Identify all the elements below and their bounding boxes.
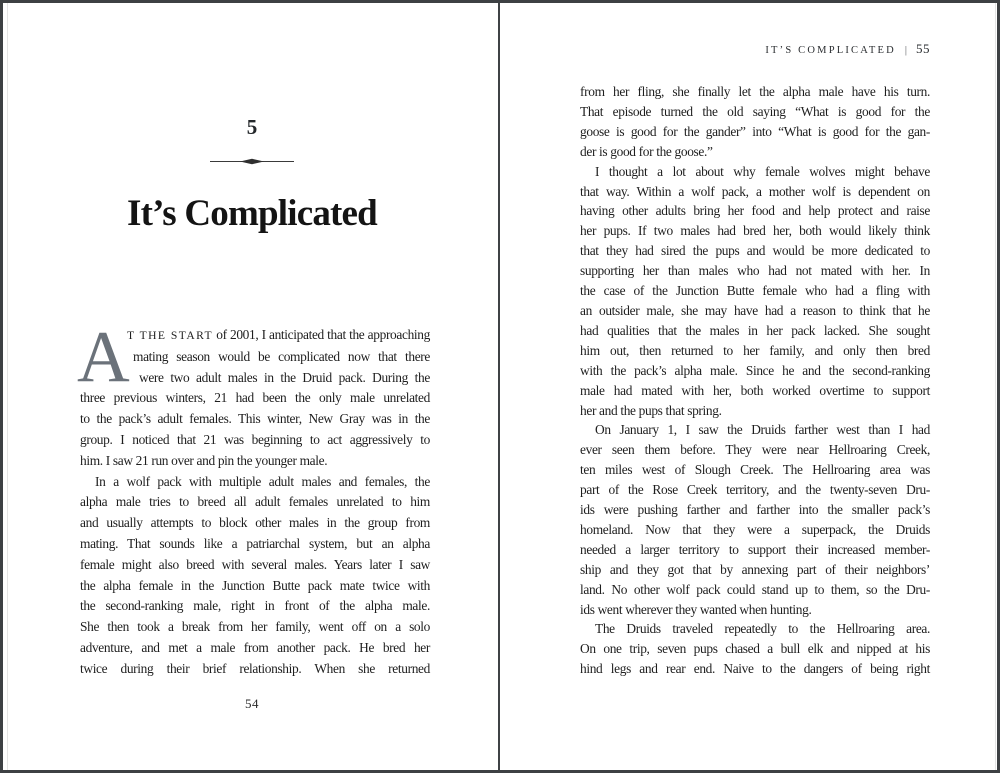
text-line: ten miles west of Slough Creek. The Hellroaring area was [580,462,930,478]
opening-smallcaps: T THE START [127,329,214,342]
text-line: ship and they got that by annexing part of their neighbors’ [580,561,930,577]
text-line: In a wolf pack with multiple adult males and females, the [95,473,430,489]
text-line: ever seen them before. They were near Hellroaring Creek, [580,442,930,458]
text-line: homeland. Now that they were a superpack, the Druids [580,521,930,537]
page-edge-line [995,3,996,770]
right-page-body [580,82,930,679]
text-line: On January 1, I saw the Druids farther west than I had [595,422,930,438]
body-paragraph [580,82,930,162]
text-line: twice during their brief relationship. When she returned [80,660,430,676]
text-line: male had mated with her, both worked overtime to support [580,382,930,398]
running-header [765,41,930,57]
text-line: goose is good for the gander” into “What is good for the gan- [580,123,930,139]
text-line: alpha male tries to breed all adult females unrelated to him [80,494,430,510]
text-line: hind legs and rear end. Naive to the dangers of being right [580,661,930,677]
text-line: female might also breed with several males. Years later I saw [80,556,430,572]
text-line: needed a larger territory to support their increased member- [580,541,930,557]
text-line: der is good for the goose.” [580,143,713,159]
text-line: her and the pups that spring. [580,402,722,418]
text-line: On one trip, seven pups chased a bull elk and nipped at his [580,641,930,657]
page-right [503,3,1000,770]
text-line: mating season would be complicated now that there [133,348,430,364]
text-line: ids went wherever they wanted when hunting. [580,601,812,617]
text-line: mating. That sounds like a patriarchal system, but an alpha [80,535,430,551]
text-line: I thought a lot about why female wolves might behave [595,163,930,179]
body-paragraph [580,619,930,679]
text-line: land. No other wolf pack could stand up to them, so the Dru- [580,581,930,597]
text-line: the second-ranking male, right in front of the alpha male. [80,598,430,614]
drop-cap: A [77,316,130,397]
chapter-title: It’s Complicated [127,193,377,234]
page-number-right: 55 [916,41,930,56]
body-paragraph [580,420,930,619]
text-line: ids were pushing farther and farther into the smaller pack’s [580,502,930,518]
opening-paragraph [77,316,430,472]
text-line: She then took a break from her family, went off on a solo [80,619,430,635]
text-line: him. I saw 21 run over and pin the younger male. [80,452,328,468]
text-line: her pups. If two males had bred her, both would likely think [580,223,930,239]
header-separator: | [904,45,907,56]
text-line: had qualities that the males in her pack lacked. She sought [580,322,930,338]
text-line: three previous winters, 21 had been the only male unrelated [80,390,430,406]
text-line: the alpha female in the Junction Butte pack mate twice with [80,577,430,593]
text-line: were two adult males in the Druid pack. During the [139,369,430,385]
text-line: adventure, and met a male from another pack. He bred her [80,639,430,655]
text-line: The Druids traveled repeatedly to the Hellroaring area. [595,621,930,637]
text-line: and usually attempts to block other males in the group from [80,515,430,531]
page-divider [498,3,500,770]
text-line: him out, then returned to her family, and only then bred [580,342,930,358]
page-number-left: 54 [245,696,259,711]
text-line: group. I noticed that 21 was beginning to act aggressively to [80,431,430,447]
text-line: that they had sired the pups and would be more dedicated to [580,243,930,259]
text-line: part of the Rose Creek territory, and the twenty-seven Dru- [580,482,930,498]
text-line: to the pack’s adult females. This winter, New Gray was in the [80,411,430,427]
chapter-number: 5 [246,115,258,139]
text-line: that way. Within a wolf pack, a mother wolf is dependent on [580,183,930,199]
chapter-ornament-icon [210,153,294,171]
left-page-body [77,316,430,680]
text-line: That episode turned the old saying “What is good for the [580,103,930,119]
text-line: an outsider male, she may have had a reason to think that he [580,302,930,318]
text-line: the case of the Junction Butte female who had a fling with [580,283,930,299]
text-line: with the pack’s alpha male. Since he and the second-ranking [580,362,930,378]
body-paragraph [80,472,430,680]
text-line: T THE START of 2001, I anticipated that the approaching [127,327,430,342]
text-line: supporting her than males who had not mated with her. In [580,263,930,279]
running-header-title: IT’S COMPLICATED [765,45,896,56]
text-line: having other adults bring her food and help protect and raise [580,203,930,219]
text-line: from her fling, she finally let the alpha male have his turn. [580,84,930,99]
body-paragraph [580,162,930,421]
page-left [3,3,501,770]
